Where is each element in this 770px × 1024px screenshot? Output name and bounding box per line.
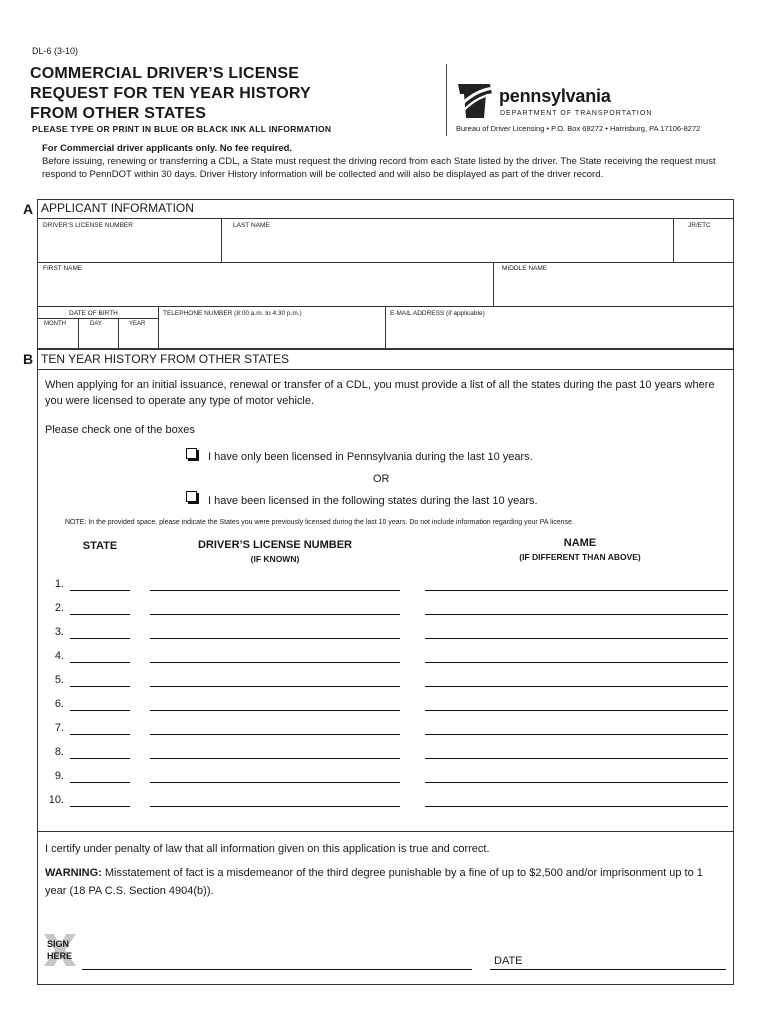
state-column-header: STATE bbox=[82, 540, 118, 552]
license-input-line[interactable] bbox=[150, 782, 400, 783]
name-input-line[interactable] bbox=[425, 638, 728, 639]
name-input-line[interactable] bbox=[425, 710, 728, 711]
state-input-line[interactable] bbox=[70, 758, 130, 759]
state-input-line[interactable] bbox=[70, 614, 130, 615]
agency-department: DEPARTMENT OF TRANSPORTATION bbox=[500, 110, 653, 117]
dob-year-field[interactable] bbox=[119, 329, 157, 348]
sign-label: SIGN bbox=[47, 939, 70, 949]
state-input-line[interactable] bbox=[70, 806, 130, 807]
state-input-line[interactable] bbox=[70, 734, 130, 735]
license-number-field[interactable] bbox=[38, 230, 220, 261]
agency-wordmark: pennsylvania bbox=[499, 86, 611, 106]
row-number: 2. bbox=[54, 602, 64, 614]
divider bbox=[37, 262, 734, 263]
state-input-line[interactable] bbox=[70, 782, 130, 783]
check-prompt: Please check one of the boxes bbox=[45, 424, 195, 436]
dob-day-label: DAY bbox=[90, 321, 102, 327]
telephone-field[interactable] bbox=[159, 320, 384, 348]
note-text: NOTE: In the provided space, please indicate the States you were previously licensed during the last 10 years. Do not include information regarding your PA license. bbox=[65, 519, 574, 526]
form-title bbox=[30, 64, 311, 124]
intro-bold-line: For Commercial driver applicants only. No fee required. bbox=[42, 143, 293, 154]
license-input-line[interactable] bbox=[150, 662, 400, 663]
jr-etc-label: JR/ETC bbox=[688, 222, 711, 229]
option-other-states-checkbox[interactable] bbox=[186, 491, 197, 502]
state-input-line[interactable] bbox=[70, 710, 130, 711]
option-other-states-label: I have been licensed in the following states during the last 10 years. bbox=[208, 495, 538, 507]
license-number-label: DRIVER’S LICENSE NUMBER bbox=[43, 222, 133, 229]
license-input-line[interactable] bbox=[150, 734, 400, 735]
intro-text bbox=[42, 142, 732, 181]
section-a-letter: A bbox=[22, 201, 34, 217]
row-number: 5. bbox=[54, 674, 64, 686]
license-input-line[interactable] bbox=[150, 590, 400, 591]
section-b-title: TEN YEAR HISTORY FROM OTHER STATES bbox=[41, 352, 290, 366]
name-input-line[interactable] bbox=[425, 758, 728, 759]
option-pa-only-label: I have only been licensed in Pennsylvania during the last 10 years. bbox=[208, 451, 533, 463]
row-number: 6. bbox=[54, 698, 64, 710]
or-label: OR bbox=[373, 473, 390, 485]
license-column-header: DRIVER’S LICENSE NUMBER bbox=[197, 539, 353, 551]
section-a-title: APPLICANT INFORMATION bbox=[41, 201, 194, 215]
row-number: 8. bbox=[54, 746, 64, 758]
sign-here-label bbox=[47, 938, 72, 962]
name-input-line[interactable] bbox=[425, 734, 728, 735]
jr-etc-field[interactable] bbox=[674, 230, 733, 261]
divider bbox=[37, 318, 158, 319]
title-line-2: REQUEST FOR TEN YEAR HISTORY bbox=[30, 85, 311, 102]
state-input-line[interactable] bbox=[70, 686, 130, 687]
warning-label: WARNING: bbox=[45, 867, 102, 879]
license-column-subheader: (IF KNOWN) bbox=[250, 554, 300, 564]
divider bbox=[37, 831, 734, 832]
email-label: E-MAIL ADDRESS (if applicable) bbox=[390, 310, 485, 317]
option-pa-only-checkbox[interactable] bbox=[186, 448, 197, 459]
form-code: DL-6 (3-10) bbox=[32, 46, 79, 56]
keystone-logo-icon bbox=[456, 80, 496, 120]
signature-line[interactable] bbox=[82, 969, 472, 970]
middle-name-label: MIDDLE NAME bbox=[502, 265, 548, 272]
name-input-line[interactable] bbox=[425, 782, 728, 783]
state-input-line[interactable] bbox=[70, 638, 130, 639]
name-input-line[interactable] bbox=[425, 806, 728, 807]
first-name-label: FIRST NAME bbox=[43, 265, 83, 272]
date-line[interactable] bbox=[490, 969, 726, 970]
row-number: 9. bbox=[54, 770, 64, 782]
title-line-1: COMMERCIAL DRIVER’S LICENSE bbox=[30, 65, 300, 82]
license-input-line[interactable] bbox=[150, 806, 400, 807]
here-label: HERE bbox=[47, 951, 73, 961]
license-input-line[interactable] bbox=[150, 758, 400, 759]
dob-month-label: MONTH bbox=[44, 321, 66, 327]
name-column-header: NAME bbox=[563, 537, 597, 549]
certification-statement: I certify under penalty of law that all information given on this application is true and correct. bbox=[45, 843, 490, 855]
section-b-letter: B bbox=[22, 351, 34, 367]
header-divider bbox=[446, 64, 447, 136]
row-number: 1. bbox=[54, 578, 64, 590]
telephone-label: TELEPHONE NUMBER (8:00 a.m. to 4:30 p.m.) bbox=[163, 310, 302, 317]
intro-body: Before issuing, renewing or transferring a CDL, a State must request the driving record from each State listed by the driver. The State receiving the request must respond to PennDOT within 30 days. Driver History information will be collected and will also be displayed as part of the driver record. bbox=[42, 156, 716, 180]
last-name-label: LAST NAME bbox=[233, 222, 270, 229]
name-input-line[interactable] bbox=[425, 686, 728, 687]
title-line-3: FROM OTHER STATES bbox=[30, 105, 207, 122]
row-number: 7. bbox=[54, 722, 64, 734]
name-input-line[interactable] bbox=[425, 590, 728, 591]
middle-name-field[interactable] bbox=[494, 274, 733, 305]
row-number: 4. bbox=[54, 650, 64, 662]
date-label: DATE bbox=[494, 955, 523, 967]
state-input-line[interactable] bbox=[70, 590, 130, 591]
ink-instruction: PLEASE TYPE OR PRINT IN BLUE OR BLACK INK ALL INFORMATION bbox=[32, 124, 332, 134]
first-name-field[interactable] bbox=[38, 274, 492, 305]
row-number: 3. bbox=[54, 626, 64, 638]
divider bbox=[37, 369, 734, 370]
dob-label: DATE OF BIRTH bbox=[69, 310, 118, 317]
row-number: 10. bbox=[48, 794, 64, 806]
state-input-line[interactable] bbox=[70, 662, 130, 663]
license-input-line[interactable] bbox=[150, 710, 400, 711]
name-input-line[interactable] bbox=[425, 662, 728, 663]
license-input-line[interactable] bbox=[150, 638, 400, 639]
warning-body: Misstatement of fact is a misdemeanor of the third degree punishable by a fine of up to $2,500 and/or imprisonment up to 1 year (18 PA C.S. Section 4904(b)). bbox=[45, 867, 703, 897]
dob-month-field[interactable] bbox=[38, 329, 78, 348]
name-column-subheader: (IF DIFFERENT THAN ABOVE) bbox=[519, 552, 641, 562]
email-field[interactable] bbox=[386, 320, 733, 348]
name-input-line[interactable] bbox=[425, 614, 728, 615]
license-input-line[interactable] bbox=[150, 686, 400, 687]
last-name-field[interactable] bbox=[222, 230, 672, 261]
divider bbox=[37, 218, 734, 219]
section-b-instructions: When applying for an initial issuance, renewal or transfer of a CDL, you must provide a list of all the states during the past 10 years where you were licensed to operate any type of motor vehicle. bbox=[45, 379, 715, 407]
dob-day-field[interactable] bbox=[79, 329, 118, 348]
license-input-line[interactable] bbox=[150, 614, 400, 615]
dob-year-label: YEAR bbox=[129, 321, 146, 327]
warning-text bbox=[45, 864, 725, 900]
agency-address: Bureau of Driver Licensing • P.O. Box 68272 • Harrisburg, PA 17106-8272 bbox=[456, 124, 701, 133]
